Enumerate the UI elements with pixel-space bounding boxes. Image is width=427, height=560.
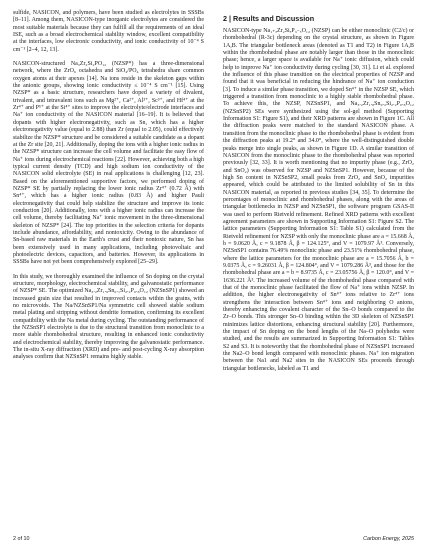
section-heading-results: 2 | Results and Discussion xyxy=(223,14,315,23)
paragraph-this-study: In this study, we thoroughly examined the influence of Sn doping on the crystal structure, morphology, electrochemical stability, and galvanostatic performance of NZSP* SE. The optimized Na₃.₂Zr₁.₉Sn₀.₁Si₂.₂P₀.₈O₁₂ (NZSnSP1) showed an increased grain size that resulted in improved contacts within the grains, with no microvoids. The Na/NZSnSP1/Na symmetric cell showed stable sodium metal plating and stripping without dendrite formation, confirming its excellent compatibility with the Na metal during cycling. The outstanding performance of the NZSnSP1 electrolyte is due to the structural transition from monoclinic to a more stable rhombohedral structure, resulting in enhanced ionic conductivity and electrochemical stability, thereby improving the galvanostatic performance. The in-situ X-ray diffraction (XRD) and pre- and post-cycling X-ray absorption analyses confirm that NZSnSP1 remains highly stable. xyxy=(13,273,204,361)
paragraph-intro-electrolytes: sulfide, NASICON, and polymers, have been studied as electrolytes in SSSBs [8–11]. Among them, NASICON-type inorganic electrolytes are considered the most suitable materials because they can fulfill all the requirements of an ideal ISE, such as a broad electrochemical stability window, excellent compatibility at the interfaces, low electronic conductivity, and ionic conductivity of 10⁻⁴ S cm⁻¹ [2–4, 12, 13]. xyxy=(13,10,204,53)
paragraph-results-xrd: NASICON-type Na₁₊ₓZr₂SiₓP₃₋ₓO₁₂ (NZSP) can be either monoclinic (C2/c) or rhombohedral (R-3c) depending on the crystal structure, as shown in Figure 1A,B. The triangular bottleneck areas (denoted as T1 and T2) in Figure 1A,B within the rhombohedral phase are notably larger than those in the monoclinic phase; hence, a larger space is available for Na⁺ ionic diffusion, which could help to improve Na⁺ ion conductivity during cycling [30, 31]. Li et al. explored the influence of this phase transition on the electrical properties of NZSP and found that it was beneficial in reducing the hindrance of Na⁺ ion conduction [3]. To induce a similar phase transition, we doped Sn⁴⁺ in the NZSP SE, which triggered a transition from monoclinic to a highly stable rhombohedral phase. To achieve this, the NZSP, NZSnSP1, and Na₃.₂Zr₁.₈Sn₀.₂Si₂.₂P₀.₈O₁₂ (NZSnSP2) SEs were synthesized using the sol-gel method (Supporting Information S1: Figure S1), and their XRD patterns are shown in Figure 1C. All the diffraction peaks were matched to the standard NASICON phase. A transition from the monoclinic phase to the rhombohedral phase is evident from the diffraction peaks at 19.2° and 34.0°, where the well-distinguished double peaks merge into single peaks, as shown in Figure 1D. A similar transition of NASICON from the monoclinic phase to the rhombohedral phase was reported previously [32, 33]. It is worth mentioning that no impurity phase (e.g., ZrO₂ and SnO₂) was observed for NZSP and NZSnSP1. However, because of the high Sn content in NZSnSP2, small peaks from ZrO₂ and SnO₂ impurities appeared, which could be attributed to the limited solubility of Sn in this NASICON material, as reported in previous studies [34, 35]. To determine the percentages of monoclinic and rhombohedral phases, along with the areas of triangular bottlenecks in NZSP and NZSnSP1, the software program GSAS-II was used to perform Rietveld refinement. Refined XRD patterns with excellent agreement parameters are shown in Supporting Information S1: Figure S2. The lattice parameters (Supporting Information S1: Table S1) calculated from the Rietveld refinement for NZSP with only the monoclinic phase are a = 15.668 Å, b = 9.0620 Å, c = 9.1878 Å, β = 124.125°, and V = 1079.97 Å³. Conversely, NZSnSP1 contains 76.49% monoclinic phase and 23.51% rhombohedral phase, where the lattice parameters for the monoclinic phase are a = 15.7056 Å, b = 9.0375 Å, c = 9.26031 Å, β = 124.804°, and V = 1079.286 Å³, and those for the rhombohedral phase are a = b = 8.9735 Å, c = 23.05756 Å, β = 120.0°, and V = 1636.221 Å³. The increased volume of the rhombohedral phase compared with that of the monoclinic phase facilitated the flow of Na⁺ ions within NZSP. In addition, the higher electronegativity of Sn⁴⁺ ions relative to Zr⁴⁺ ions strengthens the interaction between Sn⁴⁺ ions and neighboring O anions, thereby enhancing the covalent character of the Sn–O bonds compared to the Zr–O bonds. This stronger Sn–O binding within the 3D skeleton of NZSnSP1 minimizes lattice distortions, enhancing structural stability [20]. Furthermore, the impact of Sn doping on the bond lengths of the Na–O polyhedra were studied, and the results are summarized in Supporting Information S1: Tables S2 and S3. It is noteworthy that the rhombohedral phase of NZSnSP1 increased the Na2–O bond length compared with monoclinic phases. Na⁺ ion migration between the Na1 and Na2 sites in the NASICON SEs proceeds through triangular bottlenecks, labeled as T1 and xyxy=(223,28,414,372)
page-number: 2 of 10 xyxy=(13,536,30,542)
right-column xyxy=(223,14,414,380)
left-column xyxy=(13,10,204,369)
journal-name: Carbon Energy, 2025 xyxy=(363,536,414,542)
paragraph-nasicon-structure: NASICON-structured Na₃Zr₂Si₂PO₁₂ (NZSP*) has a three-dimensional network, where the ZrO₆ octahedra and SiO₄/PO₄ tetrahedra share common oxygen atoms at their apexes [14]. Na ions reside in the skeleton gaps within the anionic groups, showing ionic conductivity ≤ 10⁻⁴ S cm⁻¹ [15]. Using NZSP* as a basic structure, researchers have doped a variety of divalent, trivalent, and tetravalent ions such as Mg²⁺, Ca²⁺, Al³⁺, Sc³⁺, and Hf⁴⁺ at the Zr⁴⁺ and P⁵⁺ at the Si⁴⁺ sites to improve the electrolyte/electrode interfaces and Na⁺ ion conductivity of the NASICON material [16–19]. It is believed that dopants with higher electronegativity, such as Sn, which has a higher electronegativity value (equal to 2.88) than Zr (equal to 2.05), could effectively stabilize the NZSP* structure and be considered a suitable candidate as a dopant at the Zr site [20, 21]. Additionally, doping the ions with a higher ionic radius in the NZSP* structure can increase the cell volume and facilitate the easy flow of Na⁺ ions during electrochemical reactions [22]. However, achieving both a high typical current density (TCD) and high sodium ion conductivity of the NASICON solid electrolyte (SE) in real applications is challenging [12, 23]. Based on the aforementioned supportive factors, we performed doping of NZSP* SE by partially replacing the lower ionic radius Zr⁴⁺ (0.72 Å) with Sn⁴⁺, which has a higher ionic radius (0.83 Å) and higher Pauli electronegativity that could help stabilize the structure and improve its ionic conduction [20]. Additionally, ions with a higher ionic radius can increase the cell volume, thereby facilitating Na⁺ ionic movement in the three-dimensional skeleton of NZSP* [24]. The top priorities in the selection criteria for dopants include abundance, affordability, and nontoxicity. Owing to the abundance of Sn-based raw materials in the Earth's crust and their nontoxic nature, Sn has been extensively used in many applications, including photovoltaic and photoelectric devices, capacitors, and batteries. However, its applications in SSSBs have not yet been comprehensively explored [25–29]. xyxy=(13,61,204,266)
